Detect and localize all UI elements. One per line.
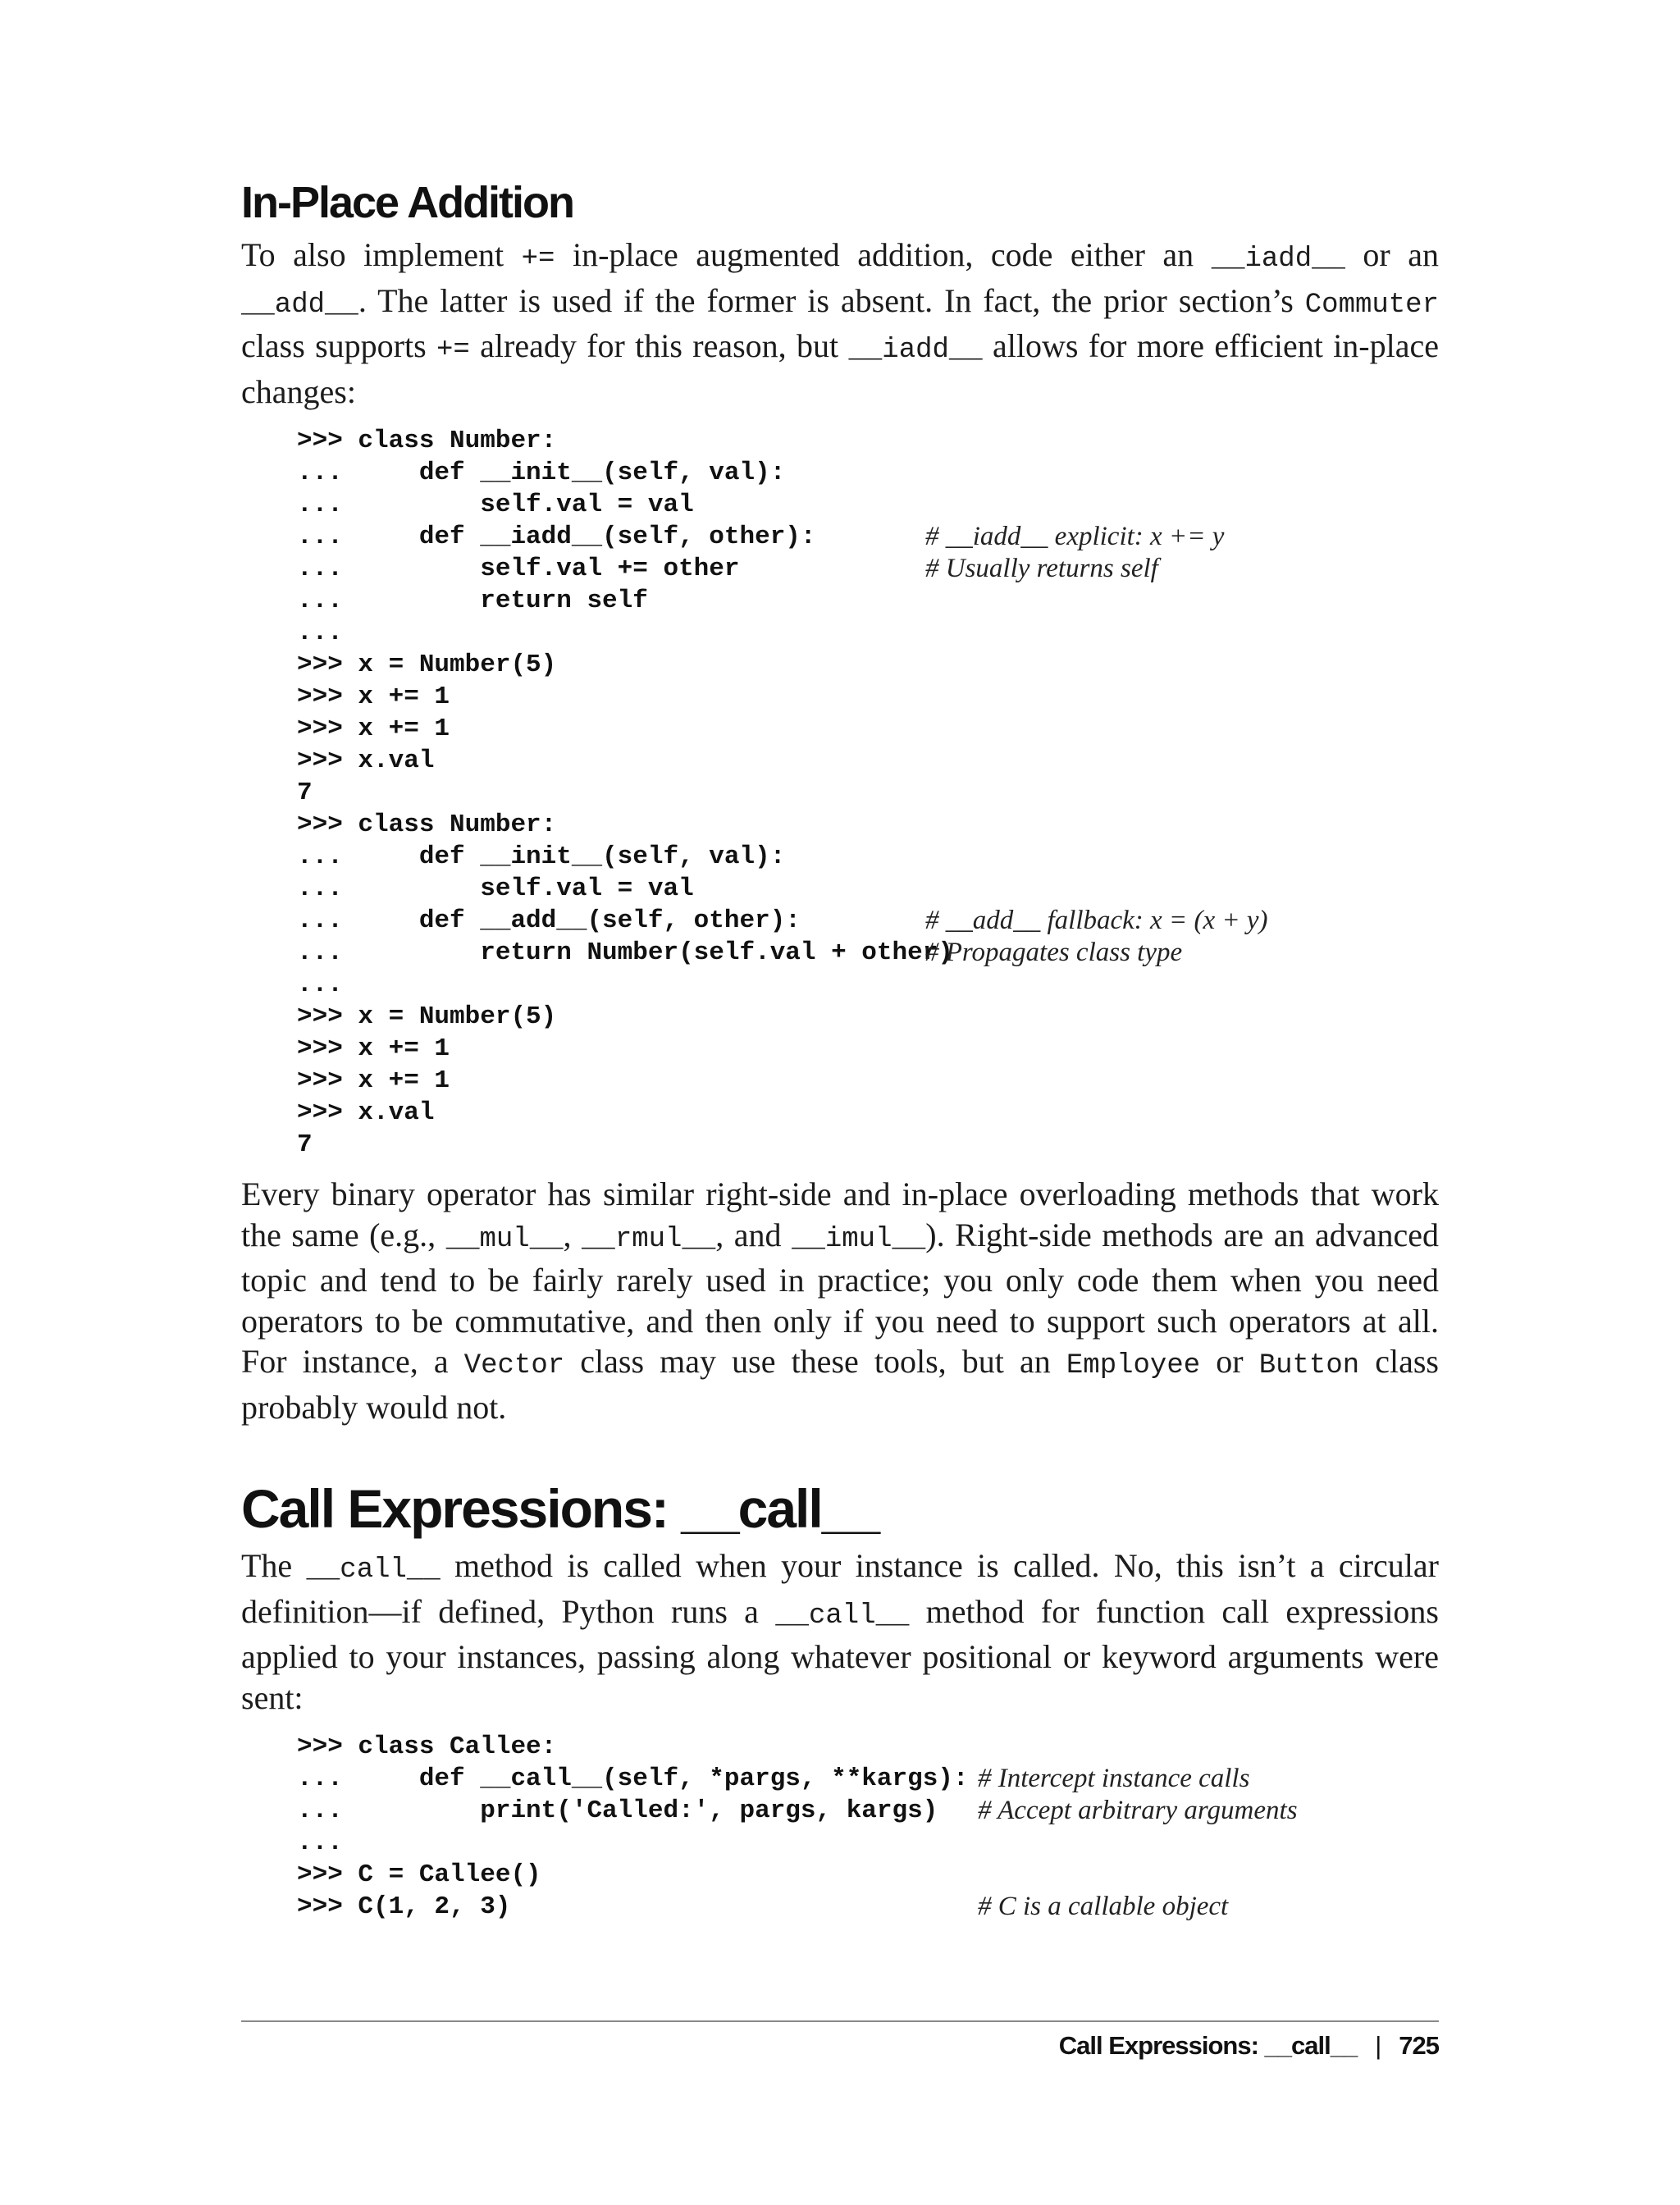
inline-code: Commuter bbox=[1304, 289, 1439, 321]
code-text: ... def __add__(self, other): bbox=[297, 906, 801, 935]
inline-code: Employee bbox=[1066, 1350, 1201, 1381]
code-line bbox=[297, 745, 1439, 777]
text-run: class may use these tools, but an bbox=[564, 1343, 1066, 1380]
code-line bbox=[297, 1891, 1439, 1923]
code-text: >>> class Callee: bbox=[297, 1732, 557, 1761]
code-text: ... self.val += other bbox=[297, 555, 740, 583]
code-line bbox=[297, 1795, 1439, 1827]
code-line bbox=[297, 425, 1439, 457]
code-line bbox=[297, 553, 1439, 585]
code-line bbox=[297, 713, 1439, 745]
text-run: To also implement bbox=[241, 236, 522, 273]
code-text: >>> x += 1 bbox=[297, 714, 450, 743]
text-run: class supports bbox=[241, 327, 436, 364]
code-comment: # __iadd__ explicit: x += y bbox=[925, 522, 1225, 551]
code-line bbox=[297, 489, 1439, 521]
text-run: or an bbox=[1344, 236, 1439, 273]
text-run: . The latter is used if the former is absent. In fact, the prior section’s bbox=[358, 281, 1305, 319]
code-text: ... print('Called:', pargs, kargs) bbox=[297, 1796, 938, 1825]
running-title: Call Expressions: __call__ bbox=[1058, 2031, 1358, 2060]
text-run: allows for more efficient in-place changes: bbox=[241, 327, 1439, 410]
code-line bbox=[297, 1033, 1439, 1065]
code-comment: # Usually returns self bbox=[925, 554, 1158, 583]
inline-code: __add__ bbox=[241, 289, 358, 321]
code-line bbox=[297, 905, 1439, 937]
code-line bbox=[297, 777, 1439, 809]
code-comment: # C is a callable object bbox=[978, 1892, 1229, 1921]
text-run: in-place augmented addition, code either an bbox=[555, 236, 1212, 273]
code-text: >>> class Number: bbox=[297, 427, 557, 455]
code-text: >>> C(1, 2, 3) bbox=[297, 1892, 511, 1921]
code-text: >>> x.val bbox=[297, 1098, 435, 1127]
paragraph-in-place-intro bbox=[241, 235, 1439, 412]
code-comment: # Accept arbitrary arguments bbox=[978, 1796, 1298, 1825]
code-text: >>> x += 1 bbox=[297, 1034, 450, 1063]
text-run: The bbox=[241, 1547, 307, 1584]
code-text: ... bbox=[297, 1828, 343, 1857]
code-block-callee-class bbox=[297, 1731, 1439, 1923]
inline-code: Vector bbox=[463, 1350, 565, 1381]
code-text: ... return self bbox=[297, 587, 648, 615]
code-text: ... def __iadd__(self, other): bbox=[297, 523, 816, 551]
text-run: method is called when your instance is called. No, this isn’t a circular definition—if defined, Python runs a bbox=[241, 1547, 1439, 1630]
code-text: ... def __call__(self, *pargs, **kargs): bbox=[297, 1764, 969, 1793]
code-text: 7 bbox=[297, 778, 313, 807]
text-run: , bbox=[563, 1216, 582, 1253]
inline-code: __call__ bbox=[306, 1554, 441, 1586]
code-line bbox=[297, 585, 1439, 617]
text-run: Every binary operator has similar right-side and in-place overloading methods that work the same (e.g., bbox=[241, 1176, 1439, 1253]
code-line bbox=[297, 681, 1439, 713]
code-text: ... return Number(self.val + other) bbox=[297, 938, 953, 967]
text-run: method for function call expressions applied to your instances, passing along whatever positional or keyword arguments were sent: bbox=[241, 1592, 1440, 1716]
code-line bbox=[297, 649, 1439, 681]
code-text: ... bbox=[297, 619, 343, 647]
code-comment: # Propagates class type bbox=[925, 938, 1183, 967]
text-run: already for this reason, but bbox=[469, 327, 849, 364]
code-text: ... bbox=[297, 970, 343, 999]
code-comment: # __add__ fallback: x = (x + y) bbox=[925, 906, 1268, 935]
code-text: >>> x.val bbox=[297, 746, 435, 775]
code-line bbox=[297, 873, 1439, 905]
footer-rule bbox=[241, 2020, 1439, 2022]
code-block-number-class bbox=[297, 425, 1439, 1161]
text-run: ). Right-side methods are an advanced topic and tend to be fairly rarely used in practice; you only code them when you need operators to be commutative, and then only if you need to support such operators at all. For instance, a bbox=[241, 1216, 1439, 1380]
code-line bbox=[297, 841, 1439, 873]
code-line bbox=[297, 1827, 1439, 1859]
code-text: ... def __init__(self, val): bbox=[297, 842, 786, 871]
code-line bbox=[297, 1763, 1439, 1795]
page-number: 725 bbox=[1399, 2031, 1439, 2060]
code-text: ... def __init__(self, val): bbox=[297, 459, 786, 487]
text-run: class probably would not. bbox=[241, 1343, 1439, 1426]
code-text: >>> C = Callee() bbox=[297, 1860, 541, 1889]
paragraph-binary-operators bbox=[241, 1174, 1439, 1427]
footer-separator: | bbox=[1375, 2031, 1381, 2060]
code-text: >>> x = Number(5) bbox=[297, 1002, 557, 1031]
inline-code: __rmul__ bbox=[582, 1223, 716, 1255]
code-line bbox=[297, 1001, 1439, 1033]
inline-code: Button bbox=[1258, 1350, 1360, 1381]
code-line bbox=[297, 1859, 1439, 1891]
code-text: 7 bbox=[297, 1130, 313, 1159]
code-line bbox=[297, 617, 1439, 649]
code-line bbox=[297, 969, 1439, 1001]
code-text: ... self.val = val bbox=[297, 491, 694, 519]
code-line bbox=[297, 1731, 1439, 1763]
code-line bbox=[297, 1065, 1439, 1097]
inline-code: += bbox=[521, 244, 555, 275]
code-line bbox=[297, 809, 1439, 841]
book-page bbox=[241, 164, 1439, 1923]
code-text: >>> x += 1 bbox=[297, 682, 450, 711]
code-line bbox=[297, 521, 1439, 553]
code-line bbox=[297, 1097, 1439, 1129]
code-line bbox=[297, 457, 1439, 489]
section-heading-in-place-addition: In-Place Addition bbox=[241, 178, 574, 227]
page-footer bbox=[1059, 2031, 1439, 2061]
section-heading-call-expressions: Call Expressions: __call__ bbox=[241, 1478, 879, 1539]
paragraph-call-intro bbox=[241, 1545, 1439, 1718]
text-run: , and bbox=[715, 1216, 792, 1253]
code-line bbox=[297, 937, 1439, 969]
code-text: >>> class Number: bbox=[297, 810, 557, 839]
code-line bbox=[297, 1129, 1439, 1161]
inline-code: += bbox=[436, 335, 470, 366]
inline-code: __mul__ bbox=[445, 1223, 564, 1255]
inline-code: __call__ bbox=[775, 1600, 910, 1632]
inline-code: __imul__ bbox=[792, 1223, 926, 1255]
inline-code: __iadd__ bbox=[1211, 244, 1345, 275]
inline-code: __iadd__ bbox=[848, 335, 983, 366]
code-comment: # Intercept instance calls bbox=[978, 1764, 1250, 1793]
text-run: or bbox=[1200, 1343, 1259, 1380]
code-text: ... self.val = val bbox=[297, 874, 694, 903]
code-text: >>> x += 1 bbox=[297, 1066, 450, 1095]
code-text: >>> x = Number(5) bbox=[297, 651, 557, 679]
